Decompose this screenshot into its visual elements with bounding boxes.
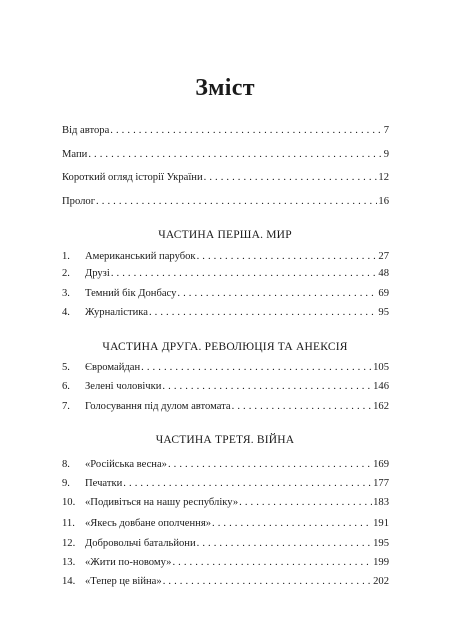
dot-leader xyxy=(88,147,382,163)
toc-chapter[interactable] xyxy=(62,457,389,473)
toc-entry-maps[interactable] xyxy=(62,147,389,163)
toc-chapter[interactable] xyxy=(62,495,389,511)
part-heading: ЧАСТИНА ТРЕТЯ. ВІЙНА xyxy=(155,434,295,446)
chapter-number: 4. xyxy=(62,307,70,318)
chapter-number: 11. xyxy=(62,518,75,529)
chapter-title: Зелені чоловічки xyxy=(85,381,162,392)
chapter-number: 6. xyxy=(62,381,70,392)
chapter-number: 14. xyxy=(62,576,76,587)
dot-leader xyxy=(232,399,372,415)
part-heading: ЧАСТИНА ПЕРША. МИР xyxy=(158,229,292,241)
part-heading: ЧАСТИНА ДРУГА. РЕВОЛЮЦІЯ ТА АНЕКСІЯ xyxy=(102,341,348,353)
toc-chapter[interactable] xyxy=(62,305,389,321)
chapter-number: 8. xyxy=(62,459,70,470)
chapter-title: Євромайдан xyxy=(85,362,141,373)
chapter-page: 69 xyxy=(378,288,389,299)
chapter-title: «Жити по-новому» xyxy=(85,557,172,568)
dot-leader xyxy=(168,457,372,473)
toc-chapter[interactable] xyxy=(62,286,389,302)
toc-chapter[interactable] xyxy=(62,555,389,571)
chapter-page: 202 xyxy=(373,576,389,587)
chapter-page: 95 xyxy=(378,307,389,318)
chapter-title: Американський парубок xyxy=(85,251,196,262)
dot-leader xyxy=(96,194,377,210)
chapter-page: 177 xyxy=(373,478,389,489)
chapter-page: 199 xyxy=(373,557,389,568)
chapter-number: 9. xyxy=(62,478,70,489)
dot-leader xyxy=(123,476,372,492)
page-title: Зміст xyxy=(195,75,255,101)
toc-chapter[interactable] xyxy=(62,249,389,265)
chapter-number: 1. xyxy=(62,251,70,262)
dot-leader xyxy=(163,574,372,590)
chapter-title: «Російська весна» xyxy=(85,459,167,470)
toc-entry-title: Пролог xyxy=(62,196,96,207)
dot-leader xyxy=(197,536,372,552)
toc-chapter[interactable] xyxy=(62,516,389,532)
toc-entry-page: 7 xyxy=(383,125,389,136)
chapter-page: 191 xyxy=(373,518,389,529)
chapter-page: 183 xyxy=(373,497,389,508)
toc-entry-author-note[interactable] xyxy=(62,123,389,139)
chapter-page: 27 xyxy=(378,251,389,262)
toc-entry-title: Від автора xyxy=(62,125,110,136)
chapter-number: 13. xyxy=(62,557,76,568)
chapter-page: 48 xyxy=(378,268,389,279)
chapter-number: 12. xyxy=(62,538,76,549)
chapter-number: 10. xyxy=(62,497,76,508)
toc-chapter[interactable] xyxy=(62,536,389,552)
chapter-title: «Якесь довбане ополчення» xyxy=(85,518,212,529)
dot-leader xyxy=(239,495,372,511)
toc-entry-page: 9 xyxy=(383,149,389,160)
chapter-page: 146 xyxy=(373,381,389,392)
toc-chapter[interactable] xyxy=(62,574,389,590)
toc-chapter[interactable] xyxy=(62,360,389,376)
toc-entry-page: 16 xyxy=(378,196,389,207)
chapter-number: 2. xyxy=(62,268,70,279)
toc-entry-title: Мапи xyxy=(62,149,88,160)
toc-chapter[interactable] xyxy=(62,399,389,415)
chapter-number: 3. xyxy=(62,288,70,299)
toc-entry-history-overview[interactable] xyxy=(62,170,389,186)
toc-entry-title: Короткий огляд історії України xyxy=(62,172,203,183)
chapter-title: Друзі xyxy=(85,268,110,279)
dot-leader xyxy=(141,360,372,376)
chapter-number: 7. xyxy=(62,401,70,412)
chapter-title: «Подивіться на нашу республіку» xyxy=(85,497,239,508)
chapter-page: 195 xyxy=(373,538,389,549)
chapter-title: «Тепер це війна» xyxy=(85,576,162,587)
chapter-title: Печатки xyxy=(85,478,123,489)
dot-leader xyxy=(204,170,378,186)
dot-leader xyxy=(197,249,378,265)
chapter-title: Добровольчі батальйони xyxy=(85,538,196,549)
dot-leader xyxy=(177,286,377,302)
dot-leader xyxy=(162,379,372,395)
dot-leader xyxy=(110,123,382,139)
dot-leader xyxy=(212,516,372,532)
chapter-title: Темний бік Донбасу xyxy=(85,288,177,299)
chapter-title: Журналістика xyxy=(85,307,148,318)
toc-chapter[interactable] xyxy=(62,266,389,282)
dot-leader xyxy=(111,266,378,282)
toc-entry-page: 12 xyxy=(378,172,389,183)
chapter-page: 162 xyxy=(373,401,389,412)
dot-leader xyxy=(172,555,372,571)
chapter-number: 5. xyxy=(62,362,70,373)
toc-chapter[interactable] xyxy=(62,379,389,395)
chapter-page: 169 xyxy=(373,459,389,470)
dot-leader xyxy=(149,305,377,321)
toc-entry-prologue[interactable] xyxy=(62,194,389,210)
toc-chapter[interactable] xyxy=(62,476,389,492)
chapter-page: 105 xyxy=(373,362,389,373)
chapter-title: Голосування під дулом автомата xyxy=(85,401,231,412)
